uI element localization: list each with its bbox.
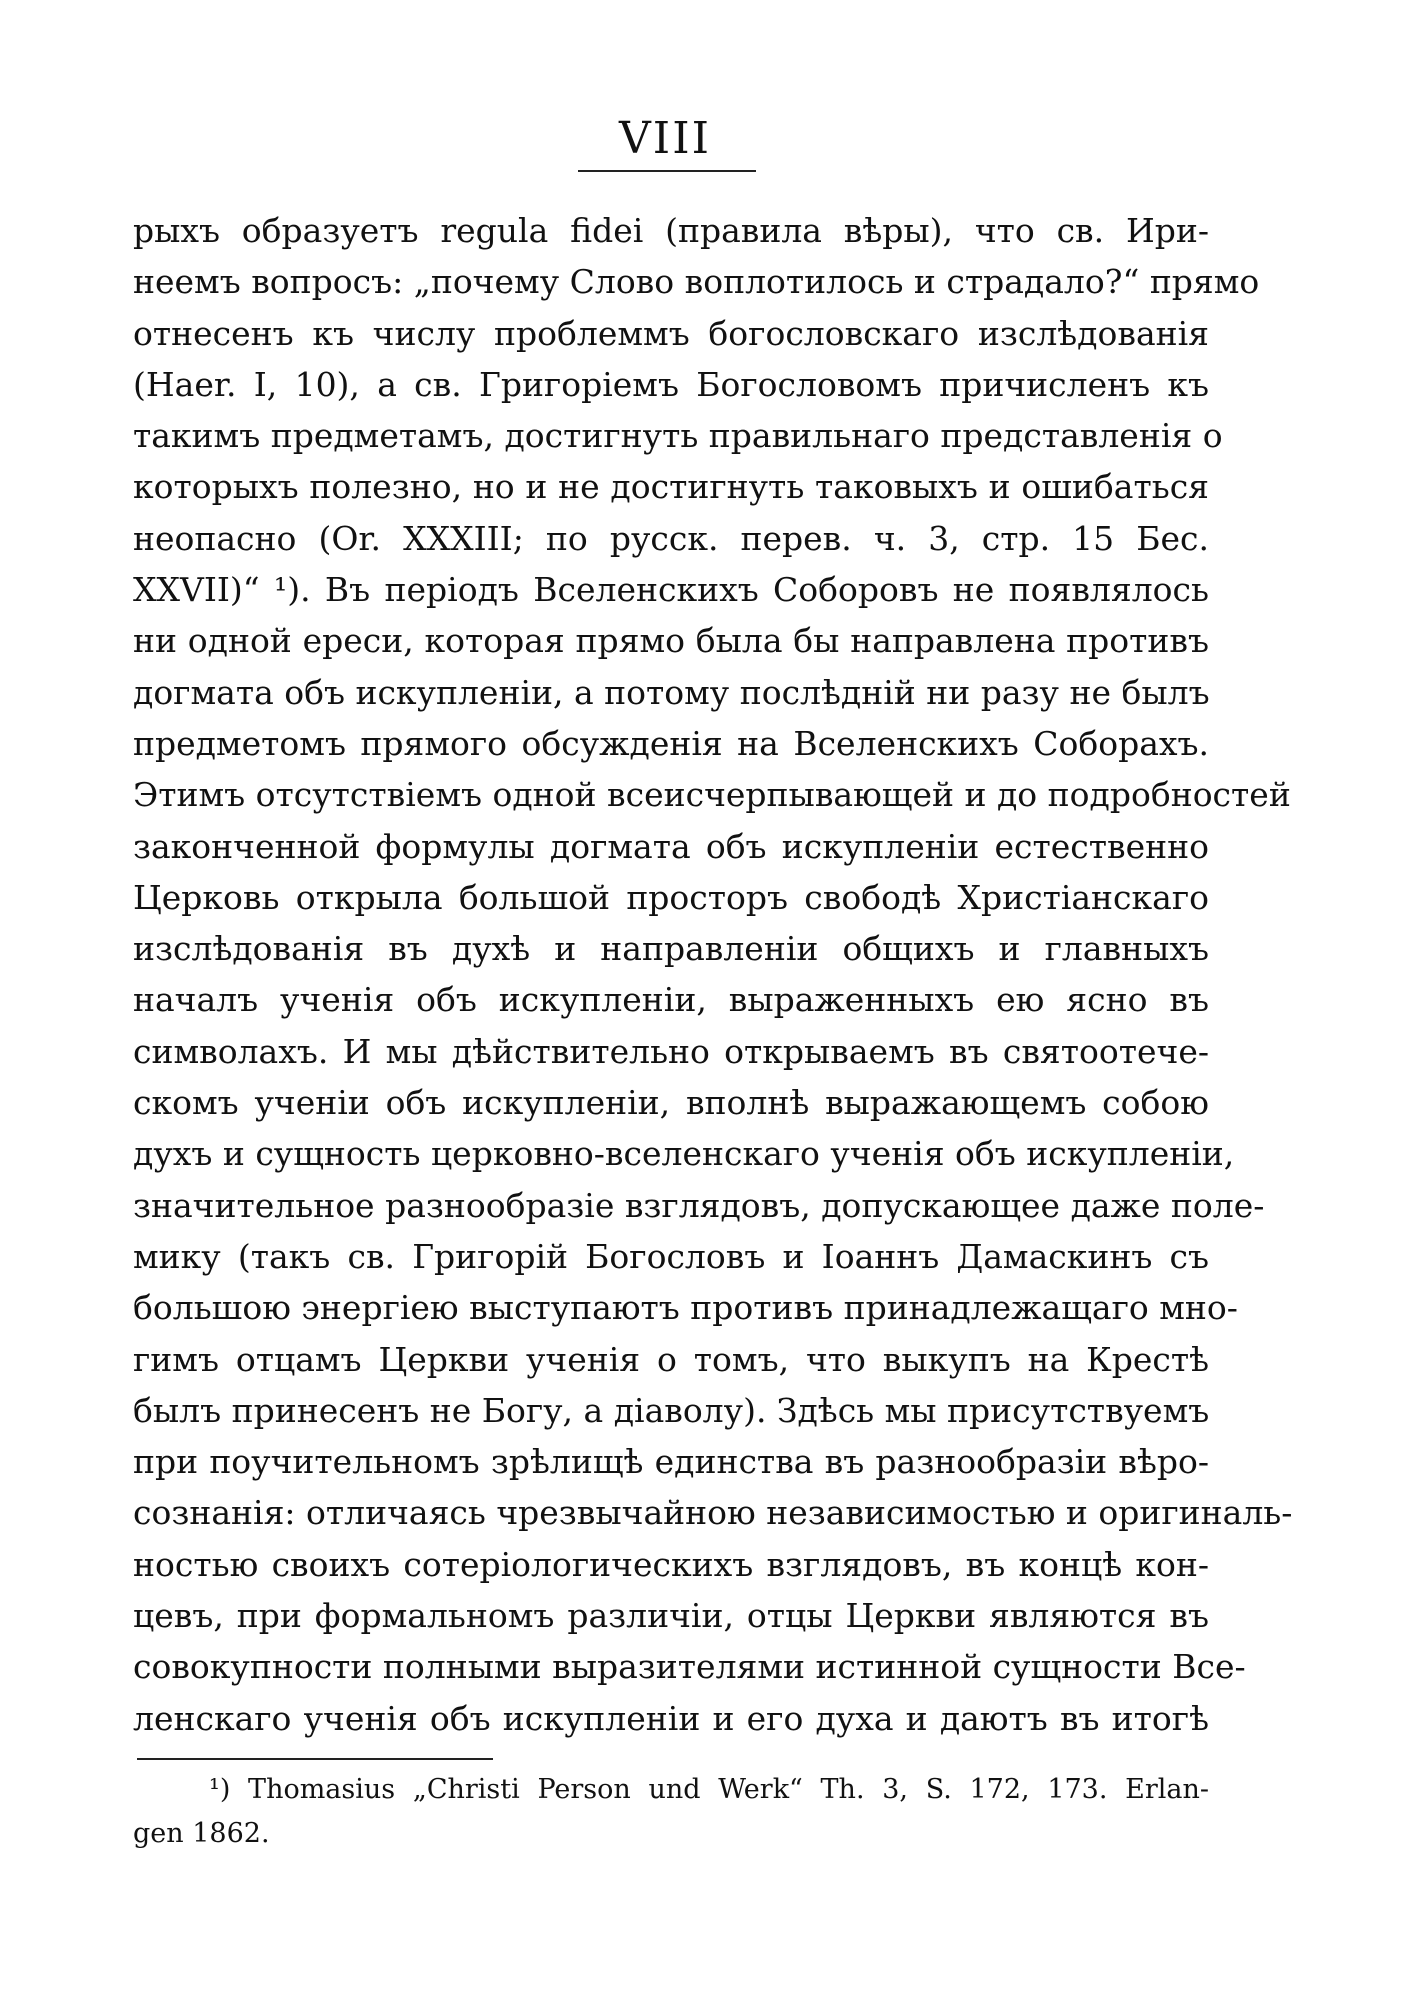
text-line: отнесенъ къ числу проблеммъ богословскаго изслѣдованія [133, 313, 1209, 353]
text-line: началъ ученія объ искупленіи, выраженныхъ ею ясно въ [133, 980, 1209, 1020]
text-line: неопасно (Or. XXXIII; по русск. перев. ч. 3, стр. 15 Бес. [133, 518, 1209, 558]
footnote [133, 1768, 1209, 1856]
text-line: большою энергіею выступаютъ противъ принадлежащаго мно- [133, 1288, 1238, 1328]
text-line: мику (такъ св. Григорій Богословъ и Іоаннъ Дамаскинъ съ [133, 1236, 1209, 1276]
text-line: законченной формулы догмата объ искупленіи естественно [133, 826, 1209, 866]
text-line: которыхъ полезно, но и не достигнуть таковыхъ и ошибаться [133, 467, 1209, 507]
text-line: при поучительномъ зрѣлищѣ единства въ разнообразіи вѣро- [133, 1442, 1209, 1482]
text-line: сознанія: отличаясь чрезвычайною независимостью и оригиналь- [133, 1493, 1293, 1533]
footnote-line: gen 1862. [133, 1818, 270, 1849]
footnote-rule [137, 1758, 493, 1760]
text-line: духъ и сущность церковно-вселенскаго ученія объ искупленіи, [133, 1134, 1235, 1174]
text-line: неемъ вопросъ: „почему Слово воплотилось и страдало?“ прямо [133, 262, 1260, 302]
text-line: совокупности полными выразителями истинной сущности Все- [133, 1647, 1246, 1687]
text-line: изслѣдованія въ духѣ и направленіи общихъ и главныхъ [133, 929, 1209, 969]
text-line: Церковь открыла большой просторъ свободѣ Христіанскаго [133, 877, 1209, 917]
header-rule [578, 170, 756, 172]
footnote-line: ¹) Thomasius „Christi Person und Werk“ Th. 3, S. 172, 173. Erlan- [209, 1774, 1209, 1805]
text-line: Этимъ отсутствіемъ одной всеисчерпывающей и до подробностей [133, 775, 1291, 815]
text-line: цевъ, при формальномъ различіи, отцы Церкви являются въ [133, 1596, 1209, 1636]
text-line: значительное разнообразіе взглядовъ, допускающее даже поле- [133, 1185, 1265, 1225]
body-text [133, 205, 1293, 1744]
text-line: ленскаго ученія объ искупленіи и его духа и даютъ въ итогѣ [133, 1698, 1209, 1738]
text-line: скомъ ученіи объ искупленіи, вполнѣ выражающемъ собою [133, 1083, 1209, 1123]
page-number: VIII [619, 113, 711, 164]
text-line: рыхъ образуетъ regula fidei (правила вѣры), что св. Ири- [133, 211, 1209, 250]
text-line: такимъ предметамъ, достигнуть правильнаго представленія о [133, 416, 1223, 456]
text-line: ностью своихъ сотеріологическихъ взглядовъ, въ концѣ кон- [133, 1544, 1209, 1584]
text-line: предметомъ прямого обсужденія на Вселенскихъ Соборахъ. [133, 723, 1209, 763]
text-line: ни одной ереси, которая прямо была бы направлена противъ [133, 621, 1209, 661]
text-line: (Haer. I, 10), а св. Григоріемъ Богословомъ причисленъ къ [133, 364, 1209, 404]
text-line: гимъ отцамъ Церкви ученія о томъ, что выкупъ на Крестѣ [133, 1339, 1209, 1379]
text-line: символахъ. И мы дѣйствительно открываемъ въ святоотече- [133, 1031, 1209, 1071]
text-line: догмата объ искупленіи, а потому послѣдній ни разу не былъ [133, 672, 1210, 712]
text-line: XXVII)“ ¹). Въ періодъ Вселенскихъ Соборовъ не появлялось [133, 570, 1209, 610]
text-line: былъ принесенъ не Богу, а діаволу). Здѣсь мы присутствуемъ [133, 1390, 1210, 1430]
